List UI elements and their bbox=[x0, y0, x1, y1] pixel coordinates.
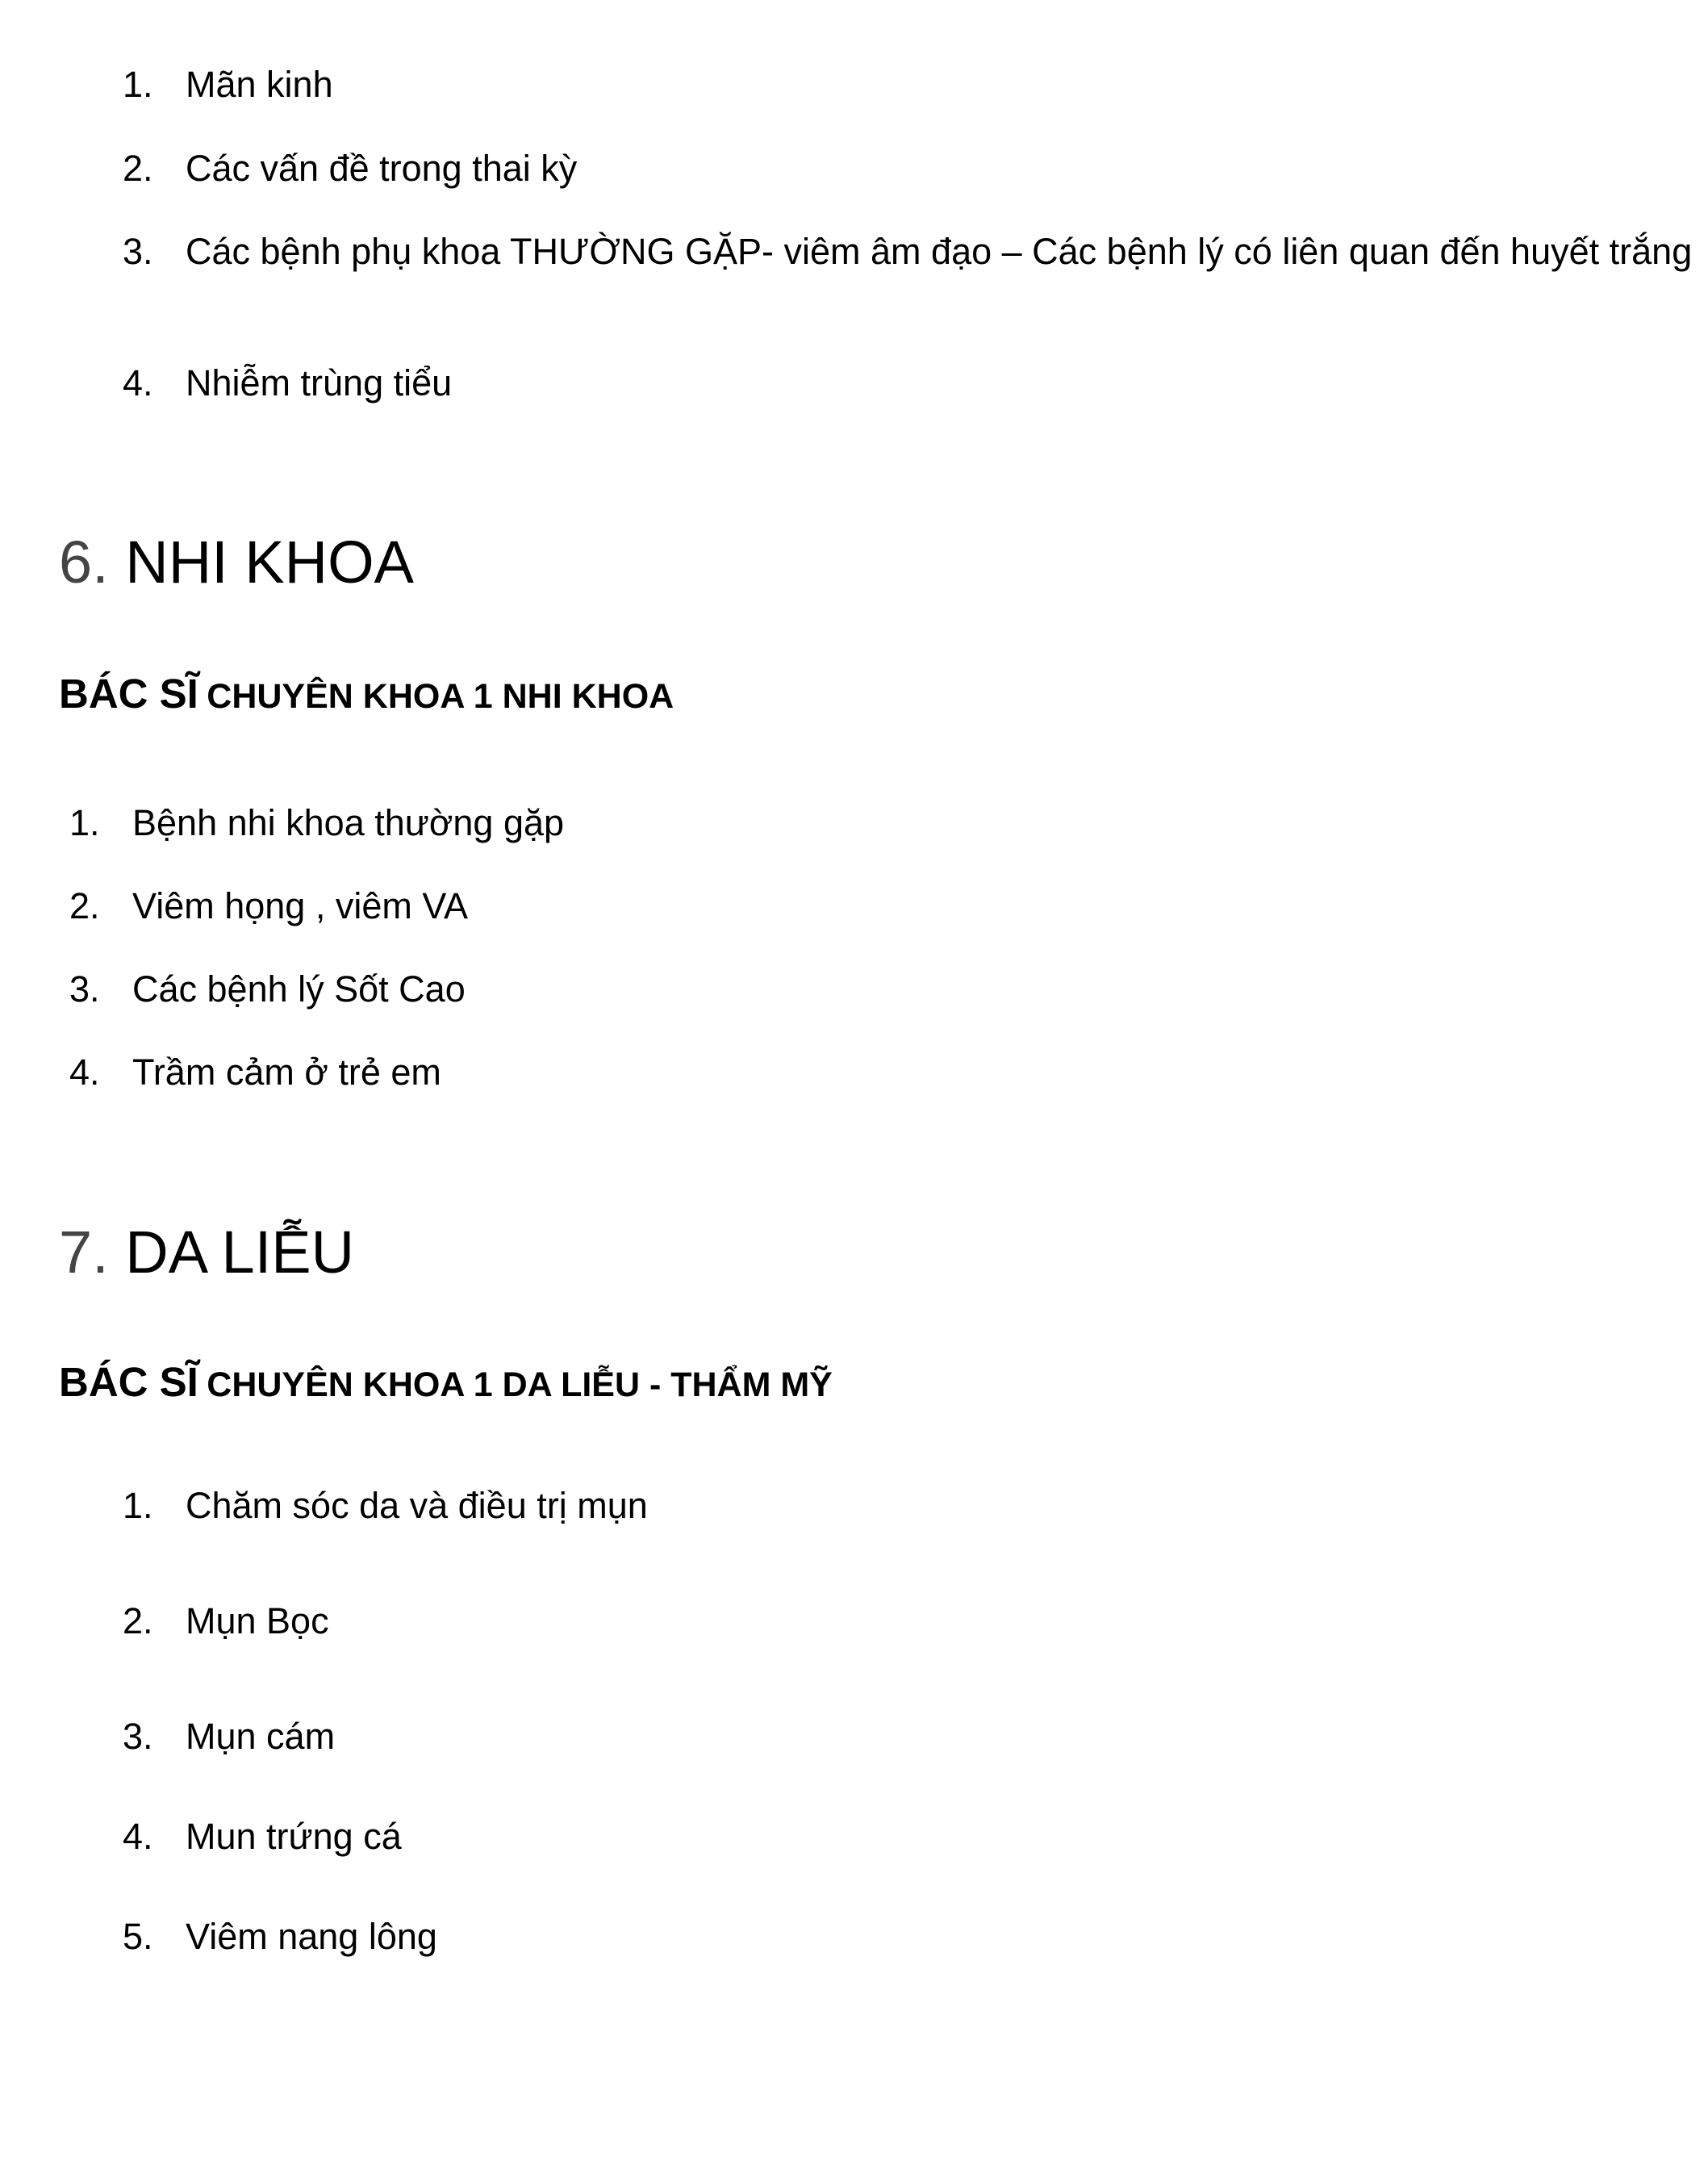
list-item-number: 1. bbox=[123, 64, 153, 105]
list-item-number: 4. bbox=[69, 1052, 100, 1093]
list-item-text: Trầm cảm ở trẻ em bbox=[132, 1052, 441, 1093]
section-6-subheading bbox=[59, 670, 674, 727]
list-item-text: Các bệnh phụ khoa THƯỜNG GẶP- viêm âm đạo – Các bệnh lý có liên quan đến huyết trắng bbox=[186, 231, 1693, 272]
list-item-text: Bệnh nhi khoa thường gặp bbox=[132, 802, 565, 843]
list-item-text: Mun trứng cá bbox=[186, 1816, 402, 1857]
subheading-lead: BÁC SĨ bbox=[59, 671, 198, 717]
section-number: 7. bbox=[59, 1219, 109, 1286]
list-item-number: 5. bbox=[123, 1916, 153, 1957]
list-item-text: Mụn cám bbox=[186, 1716, 336, 1757]
list-item-number: 3. bbox=[123, 1716, 153, 1757]
list-item-number: 2. bbox=[123, 1600, 153, 1641]
section-title: NHI KHOA bbox=[125, 529, 414, 596]
list-item-number: 3. bbox=[69, 968, 100, 1010]
section-title: DA LIỄU bbox=[125, 1219, 355, 1286]
list-item-text: Các bệnh lý Sốt Cao bbox=[132, 968, 466, 1010]
list-item-text: Các vấn đề trong thai kỳ bbox=[186, 148, 578, 189]
subheading-lead: BÁC SĨ bbox=[59, 1359, 198, 1405]
subheading-rest: CHUYÊN KHOA 1 DA LIỄU - THẨM MỸ bbox=[207, 1365, 833, 1404]
list-item-number: 4. bbox=[123, 1816, 153, 1857]
list-item-number: 1. bbox=[69, 802, 100, 843]
list-item-text: Viêm họng , viêm VA bbox=[132, 885, 469, 926]
list-item-number: 2. bbox=[69, 885, 100, 926]
list-item-number: 2. bbox=[123, 148, 153, 189]
section-6-heading bbox=[59, 526, 414, 599]
list-item-text: Mãn kinh bbox=[186, 64, 333, 105]
list-item-text: Nhiễm trùng tiểu bbox=[186, 362, 453, 404]
list-item-number: 1. bbox=[123, 1485, 153, 1526]
list-item-number: 4. bbox=[123, 362, 153, 404]
list-item-text: Mụn Bọc bbox=[186, 1600, 329, 1641]
list-item-number: 3. bbox=[123, 231, 153, 272]
subheading-rest: CHUYÊN KHOA 1 NHI KHOA bbox=[207, 677, 674, 716]
list-item-text: Chăm sóc da và điều trị mụn bbox=[186, 1485, 648, 1526]
section-7-subheading bbox=[59, 1358, 833, 1415]
section-number: 6. bbox=[59, 529, 109, 596]
list-item-text: Viêm nang lông bbox=[186, 1916, 437, 1957]
section-7-heading bbox=[59, 1216, 354, 1289]
